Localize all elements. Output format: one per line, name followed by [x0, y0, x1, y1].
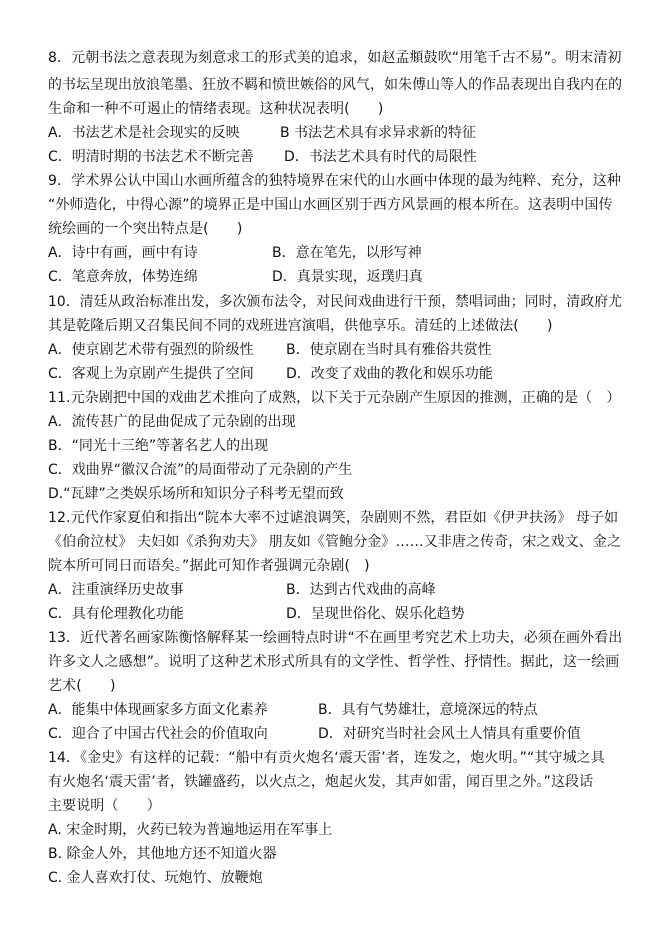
q13-stem-line-2: 许多文人之感想”。说明了这种艺术形式所具有的文学性、哲学性、抒情性。据此，这一绘画 [48, 654, 620, 670]
q14-stem-line-1: 14．《金史》有这样的记载：“船中有贡火炮名‘震天雷’者，连发之，炮火明。”“其守城之具 [48, 750, 605, 766]
q12-option-b: B．达到古代戏曲的高峰 [286, 582, 436, 598]
q11-option-c: C．戏曲界“徽汉合流”的局面带动了元杂剧的产生 [48, 462, 353, 478]
q13-option-b: B．具有气势雄壮，意境深远的特点 [318, 702, 538, 718]
q10-option-a: A．使京剧艺术带有强烈的阶级性 [48, 342, 254, 358]
q12-option-d: D．呈现世俗化、娱乐化趋势 [286, 606, 465, 622]
q8-option-b: B 书法艺术具有求异求新的特征 [280, 125, 477, 141]
q8-stem-line-1: 8．元朝书法之意表现为刻意求工的形式美的追求，如赵孟頫鼓吹“用笔千古不易”。明末清初 [48, 50, 622, 66]
q11-stem-line-1: 11.元杂剧把中国的戏曲艺术推向了成熟，以下关于元杂剧产生原因的推测，正确的是（ ） [48, 390, 621, 406]
q11-option-a: A．流传甚广的昆曲促成了元杂剧的出现 [48, 414, 296, 430]
q8-option-c: C．明清时期的书法艺术不断完善 [48, 149, 254, 165]
q8-stem-line-3: 生命和一种不可遏止的情绪表现。这种状况表明( ) [48, 101, 384, 117]
q11-option-b: B．“同光十三绝”等著名艺人的出现 [48, 438, 269, 454]
q11-option-d: D.“瓦肆”之类娱乐场所和知识分子科考无望而致 [48, 486, 344, 502]
q9-stem-line-2: “外师造化，中得心源”的境界正是中国山水画区别于西方风景画的根本所在。这表明中国传 [48, 197, 613, 213]
q9-stem-line-3: 统绘画的一个突出特点是( ) [48, 221, 243, 237]
q9-option-b: B．意在笔先，以形写神 [272, 245, 422, 261]
q12-stem-line-3: 院本所可同日而语矣。”据此可知作者强调元杂剧( ) [48, 558, 370, 574]
q9-stem-line-1: 9．学术界公认中国山水画所蕴含的独特境界在宋代的山水画中体现的最为纯粹、充分，这种 [48, 173, 622, 189]
q14-stem-line-2: 有火炮名‘震天雷’者，铁罐盛药，以火点之，炮起火发，其声如雷，闻百里之外。”这段话 [48, 774, 594, 790]
q9-option-a: A．诗中有画，画中有诗 [48, 245, 198, 261]
q12-option-c: C．具有伦理教化功能 [48, 606, 184, 622]
q14-option-a: A. 宋金时期，火药已较为普遍地运用在军事上 [48, 822, 333, 838]
q13-option-d: D．对研究当时社会风土人情具有重要价值 [318, 726, 581, 742]
q10-stem-line-1: 10．清廷从政治标准出发，多次颁布法令，对民间戏曲进行干预，禁唱词曲；同时，清政府尤 [48, 294, 623, 310]
q12-option-a: A．注重演绎历史故事 [48, 582, 184, 598]
q10-option-b: B．使京剧在当时具有雅俗共赏性 [286, 342, 492, 358]
q13-stem-line-1: 13．近代著名画家陈衡恪解释某一绘画特点时讲“不在画里考究艺术上功夫，必须在画外看出 [48, 630, 623, 646]
q8-stem-line-2: 的书坛呈现出放浪笔墨、狂放不羁和愤世嫉俗的风气，如朱傅山等人的作品表现出自我内在的 [48, 77, 623, 93]
q12-stem-line-2: 《伯俞泣杖》 夫妇如《杀狗劝夫》 朋友如《管鲍分金》……又非唐之传奇，宋之戏文、金之 [48, 534, 622, 550]
q14-option-b: B. 除金人外，其他地方还不知道火器 [48, 846, 277, 862]
q13-stem-line-3: 艺术( ) [48, 678, 116, 694]
q8-option-a: A．书法艺术是社会现实的反映 [48, 125, 240, 141]
q10-option-d: D．改变了戏曲的教化和娱乐功能 [286, 366, 493, 382]
q10-option-c: C．客观上为京剧产生提供了空间 [48, 366, 254, 382]
q9-option-c: C．笔意奔放，体势连绵 [48, 269, 198, 285]
q14-option-c: C. 金人喜欢打仗、玩炮竹、放鞭炮 [48, 870, 263, 886]
q9-option-d: D．真景实现，返璞归真 [272, 269, 423, 285]
q13-option-a: A．能集中体现画家多方面文化素养 [48, 702, 268, 718]
q12-stem-line-1: 12.元代作家夏伯和指出“院本大率不过谑浪调笑，杂剧则不然，君臣如《伊尹扶汤》 母子如 [48, 510, 619, 526]
q13-option-c: C．迎合了中国古代社会的价值取向 [48, 726, 268, 742]
q8-option-d: D．书法艺术具有时代的局限性 [284, 149, 477, 165]
q10-stem-line-2: 其是乾隆后期又召集民间不同的戏班进宫演唱，供他享乐。清廷的上述做法( ) [48, 318, 553, 334]
q14-stem-line-3: 主要说明（ ） [48, 798, 161, 814]
